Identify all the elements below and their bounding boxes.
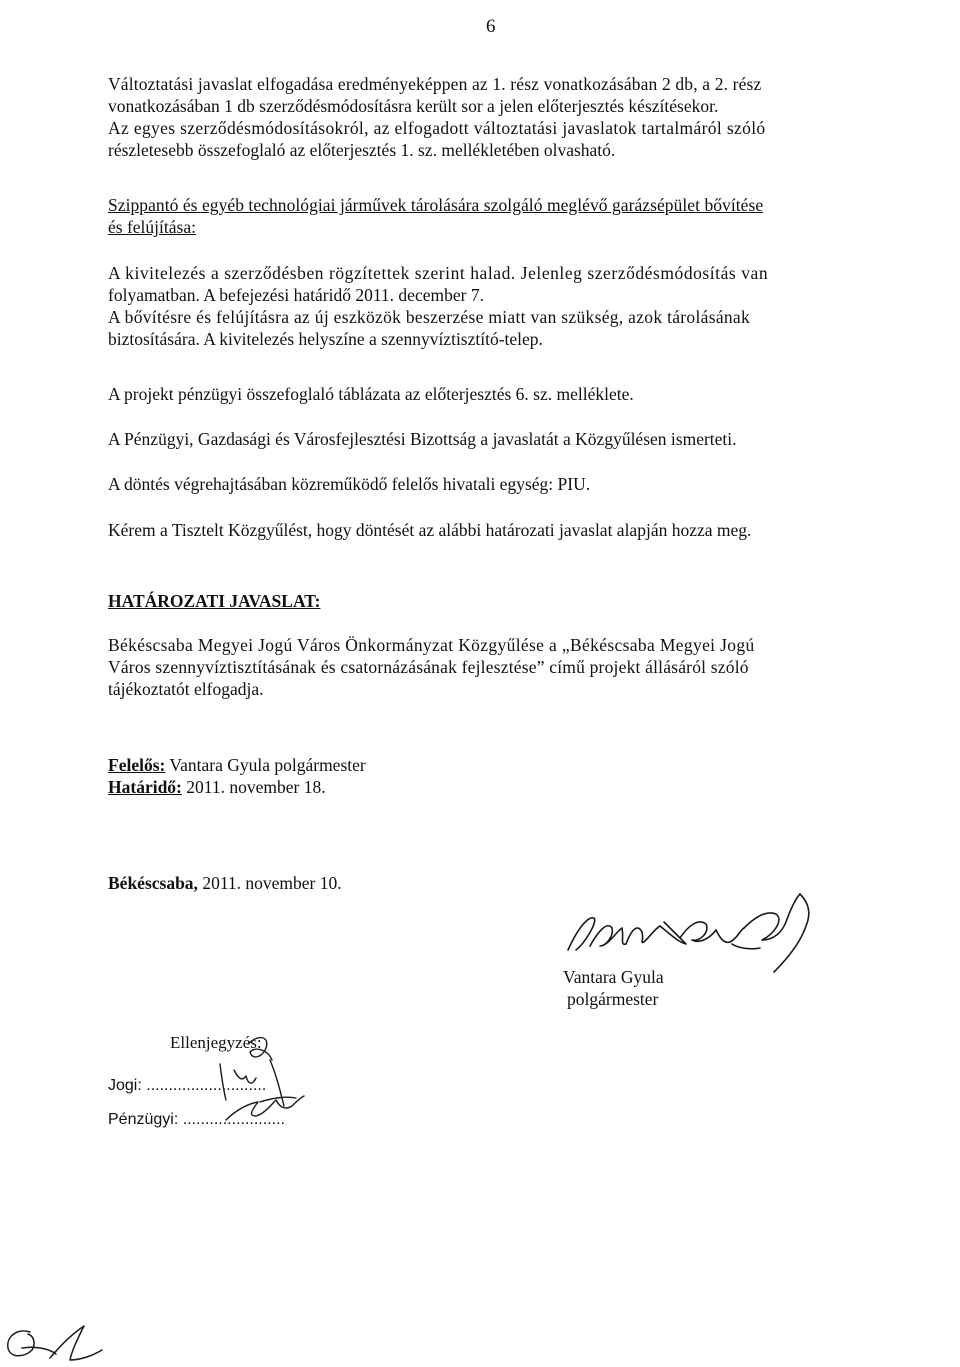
- responsible-value: Vantara Gyula polgármester: [165, 755, 366, 775]
- section-line: A bővítésre és felújításra az új eszközök beszerzése miatt van szükség, azok tárolásának: [108, 307, 751, 327]
- section-heading: [108, 194, 888, 238]
- intro-line: Az egyes szerződésmódosításokról, az elfogadott változtatási javaslatok tartalmáról szóló: [108, 118, 766, 138]
- section-heading-line: és felújítása:: [108, 217, 196, 237]
- responsible-row: [108, 754, 366, 776]
- place: Békéscsaba,: [108, 873, 198, 893]
- section-body: [108, 262, 888, 350]
- responsible-unit-note: A döntés végrehajtásában közreműködő felelős hivatali egység: PIU.: [108, 474, 591, 494]
- legal-dots: ...........................: [146, 1077, 267, 1094]
- financial-dots: .......................: [182, 1111, 285, 1128]
- signatory-block: [563, 966, 713, 1010]
- legal-label: Jogi:: [108, 1077, 147, 1094]
- deadline-label: Határidő:: [108, 777, 182, 797]
- resolution-line: tájékoztatót elfogadja.: [108, 679, 264, 699]
- section-heading-line: Szippantó és egyéb technológiai járművek tárolására szolgáló meglévő garázsépület bővítése: [108, 195, 764, 215]
- signatory-title: polgármester: [567, 989, 659, 1009]
- date: 2011. november 10.: [197, 873, 342, 893]
- page-number: 6: [486, 16, 496, 37]
- request-note: Kérem a Tisztelt Közgyűlést, hogy döntését az alábbi határozati javaslat alapján hozza meg.: [108, 520, 752, 540]
- section-line: folyamatban. A befejezési határidő 2011. december 7.: [108, 285, 484, 305]
- section-line: A kivitelezés a szerződésben rögzítettek szerint halad. Jelenleg szerződésmódosítás van: [108, 263, 769, 283]
- resolution-text: [108, 634, 888, 700]
- place-date: [108, 872, 342, 894]
- countersign-heading: Ellenjegyzés:: [170, 1033, 262, 1052]
- committee-note: A Pénzügyi, Gazdasági és Városfejlesztési Bizottság a javaslatát a Közgyűlésen ismerteti.: [108, 429, 737, 449]
- intro-line: részletesebb összefoglaló az előterjesztés 1. sz. mellékletében olvasható.: [108, 140, 616, 160]
- deadline-row: [108, 776, 366, 798]
- section-line: biztosítására. A kivitelezés helyszíne a szennyvíztisztító-telep.: [108, 329, 543, 349]
- resolution-line: Békéscsaba Megyei Jogú Város Önkormányzat Közgyűlése a „Békéscsaba Megyei Jogú: [108, 635, 755, 655]
- intro-line: vonatkozásában 1 db szerződésmódosításra került sor a jelen előterjesztés készítésekor.: [108, 96, 719, 116]
- intro-paragraph: [108, 73, 879, 161]
- resolution-line: Város szennyvíztisztításának és csatornázásának fejlesztése” című projekt állásáról szóló: [108, 657, 749, 677]
- intro-line: Változtatási javaslat elfogadása eredményeképpen az 1. rész vonatkozásában 2 db, a 2. rész: [108, 74, 762, 94]
- signatory-name: Vantara Gyula: [563, 967, 664, 987]
- financial-label: Pénzügyi:: [108, 1111, 183, 1128]
- summary-table-note: A projekt pénzügyi összefoglaló táblázata az előterjesztés 6. sz. melléklete.: [108, 384, 634, 404]
- legal-initials-signature: [200, 1030, 320, 1130]
- resolution-heading: HATÁROZATI JAVASLAT:: [108, 591, 321, 611]
- corner-initials-signature: [0, 1318, 110, 1367]
- deadline-value: 2011. november 18.: [181, 777, 326, 797]
- mayor-signature: [560, 888, 820, 978]
- responsible-label: Felelős:: [108, 755, 166, 775]
- responsibility-block: [108, 754, 366, 798]
